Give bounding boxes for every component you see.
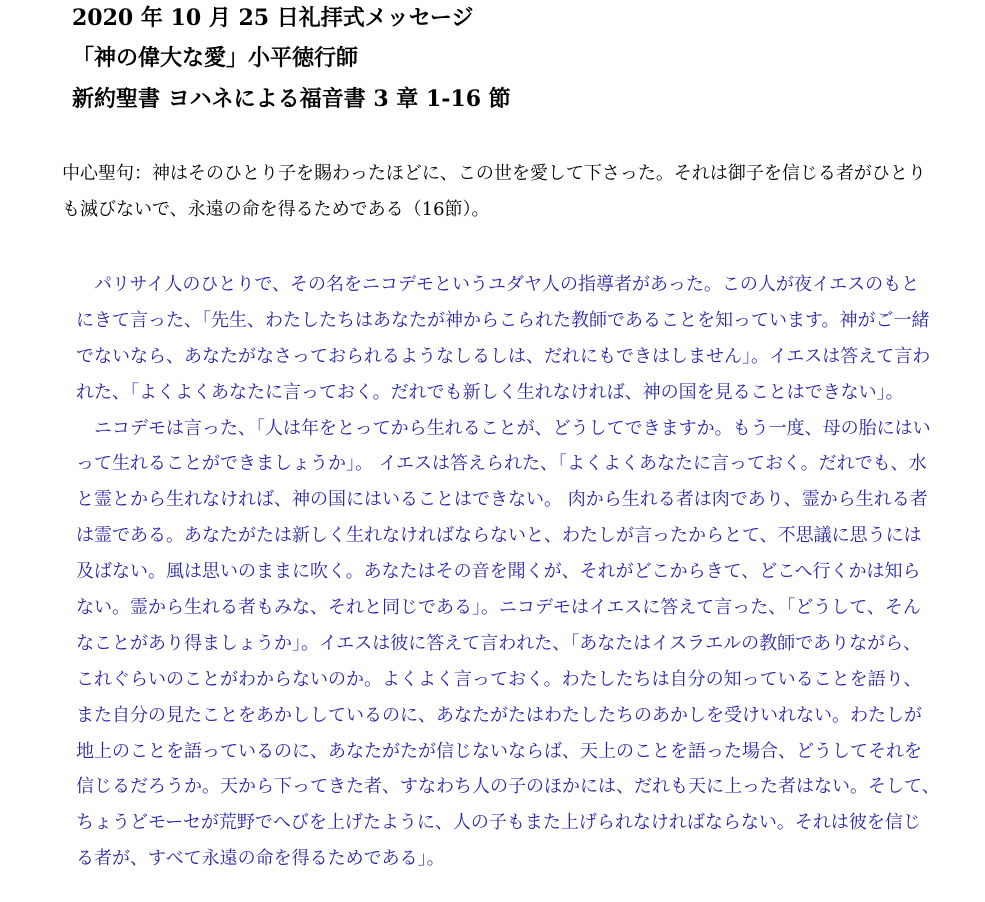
scripture-passage	[76, 267, 956, 877]
scripture-reference-line: 新約聖書 ヨハネによる福音書 3 章 1-16 節	[72, 86, 511, 112]
scripture-line: パリサイ人のひとりで、その名をニコデモというユダヤ人の指導者があった。この人が夜イエスのもと	[76, 274, 920, 295]
scripture-line: と霊とから生れなければ、神の国にはいることはできない。 肉から生れる者は肉であり、霊から生れる者	[76, 489, 928, 511]
scripture-line: 信じるだろうか。天から下ってきた者、すなわち人の子のほかには、だれも天に上った者はない。そして、	[76, 776, 940, 798]
key-verse-line: 中心聖句：神はそのひとり子を賜わったほどに、この世を愛して下さった。それは御子を信じる者がひとり	[62, 163, 926, 184]
scripture-line: また自分の見たことをあかししているのに、あなたがたはわたしたちのあかしを受けいれない。わたしが	[76, 704, 922, 726]
scripture-line: ちょうどモーセが荒野でへびを上げたように、人の子もまた上げられなければならない。それは彼を信じ	[76, 812, 921, 834]
key-verse-line: も滅びないで、永遠の命を得るためである（16節）。	[62, 199, 490, 220]
scripture-line: れた、「よくよくあなたに言っておく。だれでも新しく生れなければ、神の国を見ることはできない」。	[76, 381, 904, 403]
sermon-title-line: 「神の偉大な愛」小平徳行師	[72, 45, 359, 71]
scripture-line: は霊である。あなたがたは新しく生れなければならないと、わたしが言ったからとて、不思議に思うには	[76, 525, 922, 547]
scripture-line: これぐらいのことがわからないのか。よくよく言っておく。わたしたちは自分の知っていることを語り、	[76, 668, 922, 690]
scripture-line: って生れることができましょうか」。 イエスは答えられた、「よくよくあなたに言っておく。だれでも、水	[76, 453, 927, 475]
scripture-line: ニコデモは言った、「人は年をとってから生れることが、どうしてできますか。もう一度、母の胎にはい	[76, 417, 931, 439]
scripture-line: 地上のことを語っているのに、あなたがたが信じないならば、天上のことを語った場合、どうしてそれを	[76, 740, 922, 762]
scripture-line: 及ばない。風は思いのままに吹く。あなたはその音を聞くが、それがどこからきて、どこへ行くかは知ら	[76, 561, 921, 583]
scripture-line: ない。霊から生れる者もみな、それと同じである」。ニコデモはイエスに答えて言った、「どうして、そん	[76, 597, 921, 619]
title-line: 2020 年 10 月 25 日礼拝式メッセージ	[72, 5, 474, 31]
key-verse	[62, 156, 942, 228]
scripture-line: なことがあり得ましょうか」。イエスは彼に答えて言われた、「あなたはイスラエルの教師でありながら、	[76, 632, 922, 654]
scripture-line: にきて言った、「先生、わたしたちはあなたが神からこられた教師であることを知っています。神がご一緒	[76, 309, 930, 331]
scripture-line: る者が、すべて永遠の命を得るためである」。	[76, 848, 445, 870]
scripture-line: でないなら、あなたがなさっておられるようなしるしは、だれにもできはしません」。イエスは答えて言わ	[76, 345, 931, 367]
